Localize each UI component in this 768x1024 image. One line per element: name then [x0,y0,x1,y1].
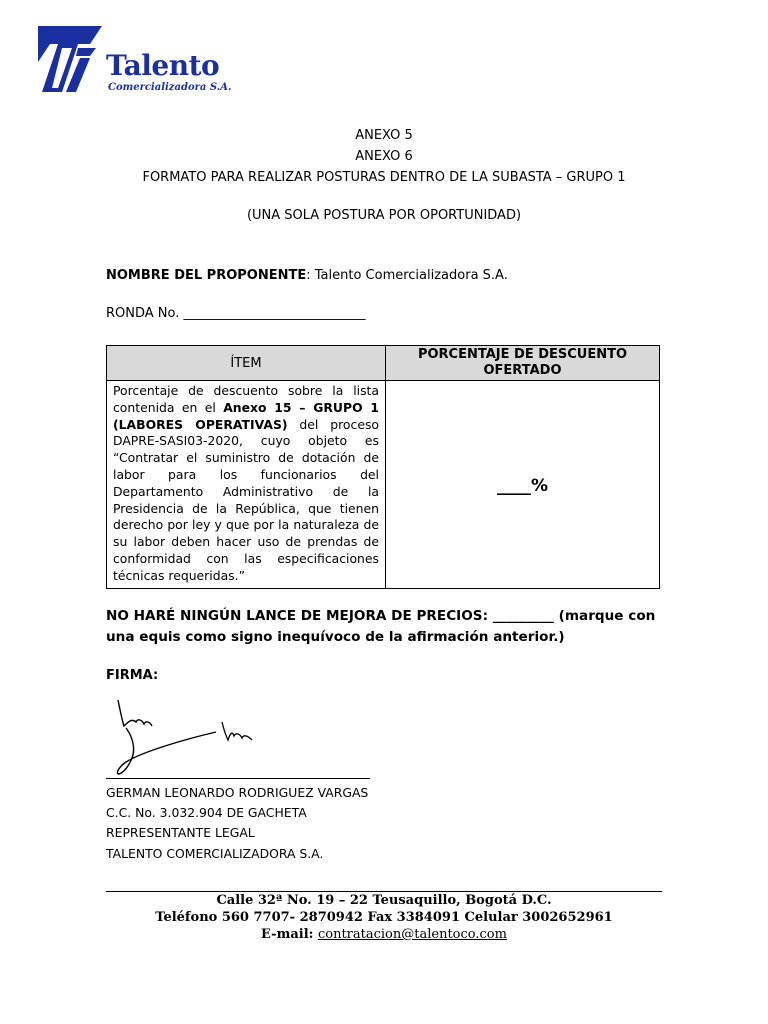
posture-note: (UNA SOLA POSTURA POR OPORTUNIDAD) [246,208,522,223]
footer-address: Calle 32ª No. 19 – 22 Teusaquillo, Bogotá D.C. [216,893,552,908]
proponent-label: NOMBRE DEL PROPONENTE [106,268,307,283]
logo-name: Talento [106,49,220,82]
proponent-line [106,268,508,283]
no-bid-improvement-statement: NO HARÉ NINGÚN LANCE DE MEJORA DE PRECIOS: _________ (marque con una equis como signo inequívoco de la afirmación anterior.) [106,608,656,645]
column-header-discount: PORCENTAJE DE DESCUENTO OFERTADO [417,347,628,378]
annex-5-heading: ANEXO 5 [355,128,413,143]
document-title: FORMATO PARA REALIZAR POSTURAS DENTRO DE LA SUBASTA – GRUPO 1 [142,170,626,185]
table-column-divider [385,346,386,588]
footer-phones: Teléfono 560 7707- 2870942 Fax 3384091 Celular 3002652961 [155,910,613,925]
talento-logo-mark-icon [32,22,104,94]
item-description [113,383,379,585]
item-description-part2: del proceso DAPRE-SASI03-2020, cuyo objeto es “Contratar el suministro de dotación de labor para los funcionarios del Departamento Administrativo de la Presidencia de la República, que tienen derecho por ley y que por la naturaleza de su labor deben hacer uso de prendas de conformidad con las especificaciones técnicas requeridas.” [113,416,379,583]
annex-6-heading: ANEXO 6 [355,149,413,164]
column-header-item: ÍTEM [230,355,262,371]
proponent-value: : Talento Comercializadora S.A. [306,268,508,283]
signer-company: TALENTO COMERCIALIZADORA S.A. [106,846,324,861]
signer-id: C.C. No. 3.032.904 DE GACHETA [106,805,307,820]
signature-line [106,778,370,779]
footer-email-link[interactable]: contratacion@talentoco.com [317,927,507,942]
discount-value: ____% [496,476,549,496]
round-field: RONDA No. ____________________________ [106,306,366,321]
handwritten-signature [112,696,262,778]
footer-email-line [0,927,768,942]
signature-label: FIRMA: [106,668,159,683]
signer-role: REPRESENTANTE LEGAL [106,825,255,840]
item-description-part1: Porcentaje de descuento sobre la lista contenida en el [113,383,379,415]
footer-email-label: E-mail: [261,927,318,942]
item-description-annex: Anexo 15 – GRUPO 1 (LABORES OPERATIVAS) [113,399,379,432]
bid-table [106,345,660,589]
signer-name: GERMAN LEONARDO RODRIGUEZ VARGAS [106,785,369,800]
logo-subtitle: Comercializadora S.A. [108,82,232,93]
footer-rule [106,891,662,892]
